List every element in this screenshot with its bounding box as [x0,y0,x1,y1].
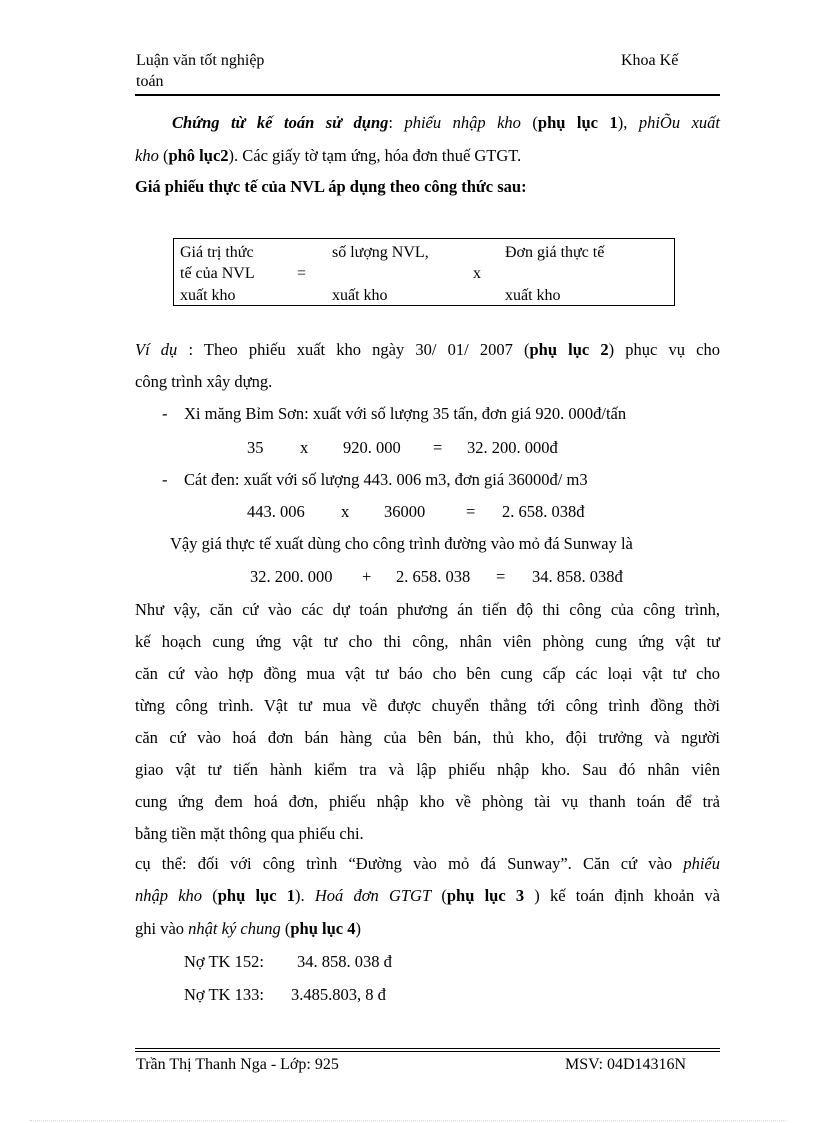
para1-line2-i: kho [135,146,159,165]
paragraph-line-3: căn cứ vào hợp đồng mua vật tư báo cho bên cung cấp các loại vật tư cho [135,664,720,683]
footer-rule-bottom [135,1051,720,1052]
total-calc-result: 34. 858. 038đ [532,567,623,586]
paragraph-line-1: Như vậy, căn cứ vào các dự toán phương án tiến độ thi công của công trình, [135,600,720,619]
total-calc-a: 32. 200. 000 [250,567,333,586]
total-calc-b: 2. 658. 038 [396,567,471,586]
para1-line2 [135,146,521,166]
para1-t1: phiếu nhập kho [404,113,521,132]
specific-l3-i: nhật ký chung [188,919,281,938]
para1-line2-t1: ( [158,146,169,165]
item1-text: Xi măng Bỉm Sơn: xuất với số lượng 35 tấn, đơn giá 920. 000đ/tấn [184,404,627,423]
para1-line2-t2: ). Các giấy tờ tạm ứng, hóa đơn thuế GTGT. [228,146,522,165]
item2-calc-a: 443. 006 [247,502,305,521]
item1-calc-eq: = [433,438,443,457]
formula-heading: Giá phiếu thực tế của NVL áp dụng theo công thức sau: [135,177,527,196]
paragraph-line-2: kế hoạch cung ứng vật tư cho thi công, nhân viên phòng cung ứng vật tư [135,632,720,651]
item2-calc-b: 36000 [384,502,426,521]
item2-bullet: - [162,470,168,489]
example-t1: : Theo phiếu xuất kho ngày 30/ 01/ 2007 ( [177,340,530,359]
formula-col3-line3: xuất kho [505,287,561,304]
para1-lead: Chứng từ kế toán sử dụng [172,113,389,132]
paragraph-line-8: bằng tiền mặt thông qua phiếu chi. [135,824,364,843]
formula-box [173,238,675,306]
entry2-value: 3.485.803, 8 đ [291,985,386,1004]
para1-i2: phiÕu xuất [638,113,720,132]
example-line1 [135,334,720,366]
footer-rule-top [135,1048,720,1049]
item2-calc-eq: = [466,502,476,521]
paragraph-line-4: từng công trình. Vật tư mua về được chuyển thẳng tới công trình đồng thời [135,696,720,715]
specific-l2-t4: ) kế toán định khoản và [524,886,721,905]
formula-equals: = [297,265,307,282]
para1-colon: : [388,113,405,132]
total-text: Vậy giá thực tế xuất dùng cho công trình đường vào mỏ đá Sunway là [170,534,633,553]
formula-col1-line3: xuất kho [180,287,236,304]
item2-calc-op: x [341,502,350,521]
example-label: Ví dụ [135,340,178,359]
specific-l1-t1: cụ thể: đối với công trình “Đường vào mỏ đá Sunway”. Căn cứ vào [135,854,684,873]
formula-col1-line1: Giá trị thức [180,244,254,261]
specific-l3-t3: ) [355,919,361,938]
formula-col3-line1: Đơn giá thực tế [505,244,605,261]
para1-t2: ( [520,113,538,132]
item1-calc-result: 32. 200. 000đ [467,438,558,457]
header-left-line2: toán [136,73,164,90]
header-rule [135,94,720,96]
para1-line1 [135,107,720,139]
example-t2: ) phục vụ cho [608,340,720,359]
item1-calc-b: 920. 000 [343,438,401,457]
specific-l2-b1: phụ lục 1 [217,886,295,905]
specific-l3-t2: ( [280,919,291,938]
formula-col2-line3: xuất kho [332,287,388,304]
item1-bullet: - [162,404,168,423]
para1-t3: ), [617,113,639,132]
paragraph-line-7: cung ứng đem hoá đơn, phiếu nhập kho về phòng tài vụ thanh toán để trả [135,792,720,811]
specific-l2-t3: ( [431,886,447,905]
example-line2: công trình xây dựng. [135,372,273,391]
item2-calc-result: 2. 658. 038đ [502,502,585,521]
formula-col2-line1: số lượng NVL, [332,244,429,261]
header-left-line1: Luận văn tốt nghiệp [136,52,265,69]
para1-line2-b: phô lục2 [168,146,229,165]
example-b1: phụ lục 2 [529,340,609,359]
entry2-label: Nợ TK 133: [184,985,264,1004]
page-edge [30,1120,786,1121]
item2-text: Cát đen: xuất với số lượng 443. 006 m3, đơn giá 36000đ/ m3 [184,470,588,489]
header-left [136,50,336,92]
specific-l3-b: phụ lục 4 [290,919,356,938]
specific-l2-b2: phụ lục 3 [446,886,525,905]
paragraph-line-6: giao vật tư tiến hành kiểm tra và lập phiếu nhập kho. Sau đó nhân viên [135,760,720,779]
para1-b1: phụ lục 1 [537,113,618,132]
paragraph-line-5: căn cứ vào hoá đơn bán hàng của bên bán, thủ kho, đội trưởng và người [135,728,720,747]
specific-line1 [135,848,720,880]
formula-times: x [473,265,481,282]
total-calc-eq: = [496,567,506,586]
entry1-value: 34. 858. 038 đ [297,952,392,971]
specific-l2-t2: ). [295,886,315,905]
header-right: Khoa Kế [621,52,679,69]
specific-line2 [135,880,720,912]
specific-line3 [135,919,361,939]
specific-l3-t1: ghi vào [135,919,189,938]
specific-l1-i: phiếu [683,854,720,873]
entry1-label: Nợ TK 152: [184,952,264,971]
footer-right: MSV: 04D14316N [565,1056,687,1073]
specific-l2-i1: nhập kho [135,886,203,905]
item1-calc-a: 35 [247,438,264,457]
footer-left: Trần Thị Thanh Nga - Lớp: 925 [136,1056,339,1073]
specific-l2-i2: Hoá đơn GTGT [314,886,432,905]
total-calc-op: + [362,567,372,586]
item1-calc-op: x [300,438,309,457]
specific-l2-t1: ( [202,886,218,905]
formula-col1-line2: tế của NVL [180,265,255,282]
